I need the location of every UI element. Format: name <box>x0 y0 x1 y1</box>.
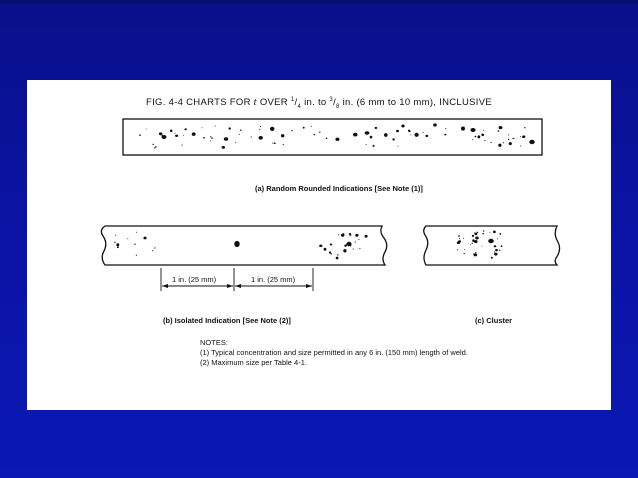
indication-dot <box>260 126 261 127</box>
indication-dot <box>483 230 485 231</box>
indication-dot <box>498 144 501 147</box>
indication-dot <box>481 133 484 136</box>
fraction-1-numerator: 1 <box>290 97 295 103</box>
indication-dot <box>134 244 135 245</box>
indication-dot <box>203 137 205 139</box>
indication-dot <box>494 245 497 247</box>
indication-dot <box>392 138 394 140</box>
indication-dot <box>463 238 464 239</box>
indication-dot <box>491 257 493 259</box>
indication-dot <box>329 251 331 253</box>
caption-random: (a) Random Rounded Indications [See Note (1)] <box>255 184 423 193</box>
indication-dot <box>477 135 480 138</box>
dimension-arrow <box>162 284 168 288</box>
indication-dot <box>159 132 163 135</box>
indication-dot <box>175 133 176 134</box>
indication-dot <box>497 238 498 239</box>
indication-dot <box>508 134 509 135</box>
indication-dot <box>291 130 292 131</box>
indication-dot <box>473 253 475 254</box>
indication-dot <box>222 146 226 149</box>
indication-dot <box>116 243 119 246</box>
indications-cluster <box>457 230 503 258</box>
indications-random <box>139 123 535 148</box>
indication-dot <box>472 139 473 140</box>
indication-dot <box>475 252 476 253</box>
indication-dot <box>493 231 496 234</box>
indication-dot <box>499 233 501 235</box>
indication-dot <box>181 145 182 146</box>
indication-dot <box>484 140 485 141</box>
figure-title-suffix: in. (6 mm to 10 mm), INCLUSIVE <box>339 97 493 109</box>
indication-dot <box>474 233 477 236</box>
indication-dot <box>155 146 157 147</box>
indication-dot <box>396 130 399 133</box>
indication-dot <box>366 144 367 145</box>
note-item: (1) Typical concentration and size permitted in any 6 in. (150 mm) length of weld. <box>200 348 468 357</box>
indication-dot <box>470 244 471 245</box>
indication-dot <box>192 132 196 136</box>
indication-dot <box>414 133 418 137</box>
dimension-label-right: 1 in. (25 mm) <box>251 275 296 284</box>
indication-dot <box>355 241 356 242</box>
dimension-label-left: 1 in. (25 mm) <box>172 275 217 284</box>
indication-dot <box>370 136 373 139</box>
indication-dot <box>503 142 504 143</box>
indication-dot <box>240 130 242 131</box>
indication-dot <box>114 242 115 243</box>
indication-dot <box>341 234 344 237</box>
indication-dot <box>397 146 398 147</box>
indication-dot <box>326 138 328 139</box>
indication-dot <box>529 140 535 144</box>
indication-dot <box>313 134 314 135</box>
indication-dot <box>215 126 216 127</box>
indication-dot <box>509 142 512 145</box>
indication-dot <box>458 240 461 242</box>
notes-block <box>200 338 468 368</box>
fraction-2-denominator: 8 <box>336 104 340 111</box>
indication-dot <box>353 133 357 137</box>
indication-dot <box>423 132 424 133</box>
dimension-arrow <box>227 284 233 288</box>
fraction-1-denominator: 4 <box>297 104 302 111</box>
indication-dot <box>337 254 339 255</box>
slide-panel <box>27 80 611 410</box>
indication-dot <box>259 136 263 140</box>
indication-dot <box>143 237 146 240</box>
indication-dot <box>445 128 446 129</box>
indication-dot <box>475 237 479 240</box>
indication-dot <box>183 135 184 136</box>
indication-dot <box>520 145 521 146</box>
indication-dot <box>235 142 236 143</box>
indication-dot <box>162 135 167 139</box>
indication-dot <box>365 131 370 135</box>
indication-dot <box>459 238 460 239</box>
indication-dot <box>475 136 477 138</box>
indication-dot <box>139 134 141 135</box>
indication-dot <box>335 138 339 141</box>
thickness-symbol: t <box>253 97 257 109</box>
indication-dot <box>349 234 351 236</box>
indication-dot <box>461 127 465 131</box>
indication-dot <box>355 234 358 237</box>
indication-dot <box>152 144 153 145</box>
indication-dot <box>482 246 483 247</box>
indication-dot <box>281 134 284 137</box>
indication-dot <box>330 243 333 245</box>
indication-dot <box>499 250 500 251</box>
indication-dot <box>210 136 211 137</box>
indication-dot <box>464 253 465 254</box>
indication-dot <box>365 235 368 238</box>
indication-dot <box>170 130 173 133</box>
indication-dot <box>410 134 411 135</box>
indication-dot <box>401 125 404 128</box>
indication-dot <box>433 123 437 126</box>
indication-dot <box>211 138 213 139</box>
indication-dot <box>490 142 491 143</box>
indication-dot <box>331 253 332 254</box>
indication-dot <box>136 255 137 256</box>
fraction-2-numerator: 3 <box>329 97 334 103</box>
indication-dot <box>184 128 186 130</box>
indication-dot <box>520 136 521 137</box>
indication-dot <box>319 131 320 132</box>
indication-dot <box>319 244 322 247</box>
indication-dot <box>524 127 525 128</box>
notes-heading: NOTES: <box>200 338 228 347</box>
weld-bar-cluster <box>424 226 560 265</box>
indication-dot <box>458 235 460 237</box>
figure-title-mid: in. to <box>301 97 330 109</box>
indication-dot <box>346 242 351 246</box>
indications-isolated <box>114 232 367 260</box>
indication-dot <box>472 235 474 237</box>
indication-dot <box>489 232 490 233</box>
indication-dot <box>274 142 276 144</box>
indication-dot <box>410 131 411 132</box>
indication-dot <box>146 129 147 130</box>
caption-cluster: (c) Cluster <box>475 316 513 325</box>
indication-dot <box>470 128 475 132</box>
indication-dot <box>224 137 228 141</box>
figure-title-prefix: FIG. 4-4 CHARTS FOR <box>145 97 254 109</box>
indication-dot <box>499 126 503 129</box>
indication-dot <box>210 140 211 141</box>
indication-dot <box>136 232 137 233</box>
caption-isolated: (b) Isolated Indication [See Note (2)] <box>163 316 291 325</box>
dimension-arrow <box>235 284 241 288</box>
indication-dot <box>202 127 203 128</box>
indication-dot <box>175 135 178 137</box>
indication-dot <box>495 249 498 251</box>
indication-dot <box>508 139 510 140</box>
indication-dot <box>234 241 239 247</box>
indication-dot <box>272 143 273 144</box>
indication-dot <box>127 238 128 239</box>
indication-dot <box>152 250 153 251</box>
note-item: (2) Maximum size per Table 4-1. <box>200 358 307 367</box>
indication-dot <box>494 251 495 252</box>
indication-dot <box>464 249 465 250</box>
dimension-arrow <box>306 284 312 288</box>
indication-dot <box>154 147 155 148</box>
indication-dot <box>303 127 305 129</box>
indication-dot <box>425 135 428 137</box>
background-decoration <box>0 0 638 4</box>
indication-dot <box>472 243 473 244</box>
indication-dot <box>259 129 260 130</box>
indication-dot <box>239 134 240 135</box>
indication-dot <box>343 249 346 252</box>
indication-dot <box>338 234 339 235</box>
indication-dot <box>457 249 458 250</box>
indication-dot <box>154 247 155 248</box>
indication-dot <box>359 248 360 249</box>
figure-title: FIG. 4-4 CHARTS FOR t OVER $^1/_4$ in. to $^3/_8$ in. (6 mm to 10 mm), INCLUSIVE <box>145 97 493 111</box>
indication-dot <box>522 135 525 138</box>
indication-dot <box>498 130 500 132</box>
indication-dot <box>372 145 374 147</box>
indication-dot <box>494 253 497 256</box>
indication-dot <box>488 239 494 243</box>
indication-dot <box>444 134 446 136</box>
indication-dot <box>283 144 284 145</box>
indication-dot <box>375 127 378 129</box>
indication-dot <box>513 138 515 139</box>
indication-dot <box>358 239 359 240</box>
indication-dot <box>501 245 503 247</box>
indication-dot <box>251 137 252 138</box>
indication-dot <box>229 127 231 129</box>
indication-dot <box>472 239 475 242</box>
indication-dot <box>311 126 312 127</box>
figure-title-over: OVER <box>256 97 291 109</box>
indication-dot <box>117 246 119 248</box>
indication-dot <box>482 233 484 235</box>
indication-dot <box>115 235 116 236</box>
indication-dot <box>270 127 274 131</box>
indication-dot <box>336 257 339 260</box>
indication-dot <box>353 249 354 250</box>
indication-dot <box>324 248 327 251</box>
weld-bar-isolated <box>101 226 386 265</box>
indication-dot <box>384 133 388 137</box>
indication-dot <box>483 130 484 131</box>
